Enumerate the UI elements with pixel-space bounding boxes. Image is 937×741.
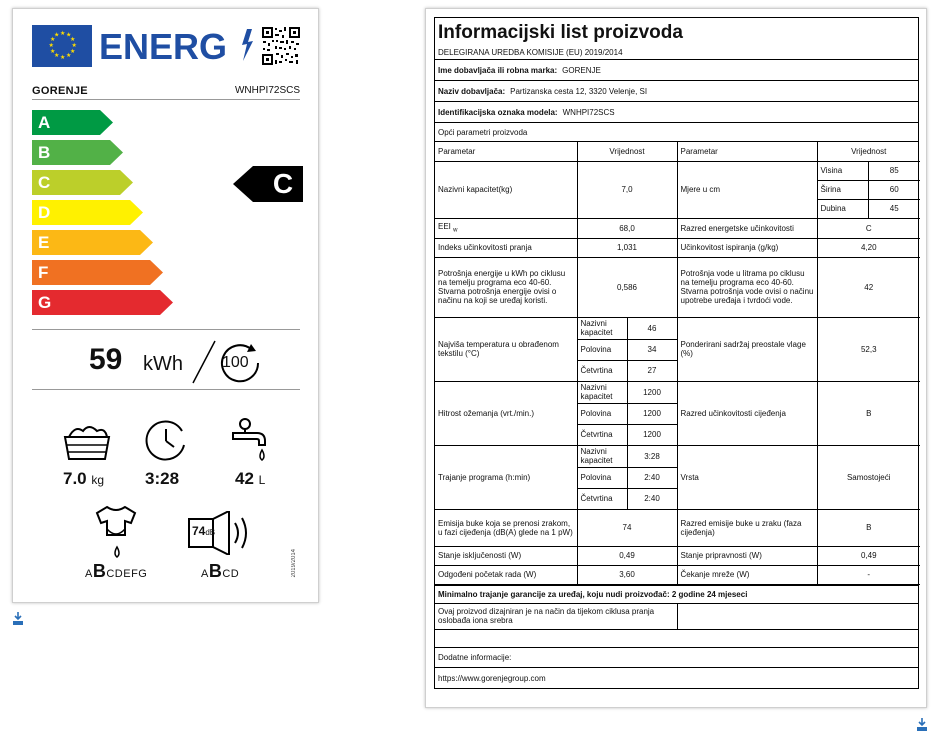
capacity-value: 7.0	[63, 469, 87, 488]
col-header-value-2: Vrijednost	[817, 142, 920, 161]
table-row	[435, 317, 920, 339]
noise-value: 74	[192, 524, 206, 538]
width-label: Širina	[817, 180, 868, 199]
temperature-half: 34	[627, 339, 677, 360]
type-value: Samostojeći	[817, 445, 920, 509]
height-label: Visina	[817, 161, 868, 180]
svg-text:★: ★	[60, 54, 66, 61]
product-information-sheet	[425, 8, 927, 708]
spin-class-value: B	[817, 381, 920, 445]
sheet-subtitle: DELEGIRANA UREDBA KOMISIJE (EU) 2019/2014	[435, 48, 918, 60]
divider	[32, 99, 300, 100]
separator-slash	[189, 339, 219, 385]
eu-flag-icon	[32, 25, 92, 67]
guarantee-row	[435, 585, 918, 604]
supplier-row	[435, 60, 918, 81]
duration-value: 3:28	[145, 469, 180, 488]
table-row	[435, 445, 920, 467]
noise-value: 74	[577, 509, 677, 546]
moisture-label: Ponderirani sadržaj preostale vlage (%)	[677, 317, 817, 381]
svg-text:★: ★	[50, 36, 56, 43]
energy-class-value: C	[817, 218, 920, 238]
spin-half: 1200	[627, 403, 677, 424]
sub-quarter: Četvrtina	[577, 360, 627, 381]
eei-subscript: w	[453, 227, 458, 234]
lightning-bolt-icon	[239, 29, 255, 61]
address-row	[435, 81, 918, 102]
sub-rated-capacity: Nazivni kapacitet	[577, 445, 627, 467]
energy-consumption-value: 59	[89, 343, 123, 376]
sub-rated-capacity: Nazivni kapacitet	[577, 317, 627, 339]
dimensions-label: Mjere u cm	[677, 161, 817, 218]
noise-class-scale-prefix: A	[201, 568, 209, 580]
rinse-label: Učinkovitost ispiranja (g/kg)	[677, 238, 817, 257]
divider	[32, 329, 300, 330]
energy-class-letter: A	[38, 113, 51, 132]
duration-half: 2:40	[627, 467, 677, 488]
capacity-label: Nazivni kapacitet(kg)	[435, 161, 577, 218]
noise-class-label: Razred emisije buke u zraku (faza cijeđenja)	[677, 509, 817, 546]
svg-text:★: ★	[70, 36, 76, 43]
energy-class-letter: B	[38, 143, 51, 162]
svg-text:★: ★	[54, 52, 60, 59]
energy-class-letter: C	[38, 173, 51, 192]
temperature-label: Najviša temperatura u obrađenom tekstilu (°C)	[435, 317, 577, 381]
network-standby-value: -	[817, 565, 920, 584]
spin-drying-shirt-icon	[93, 505, 139, 561]
svg-text:★: ★	[70, 48, 76, 55]
delay-start-value: 3,60	[577, 565, 677, 584]
address-value: Partizanska cesta 12, 3320 Velenje, SI	[510, 86, 648, 96]
svg-text:★: ★	[48, 42, 54, 49]
depth-label: Dubina	[817, 199, 868, 218]
blank-row	[435, 630, 918, 648]
table-row	[435, 218, 920, 238]
clock-icon	[144, 419, 190, 463]
guarantee-text: Minimalno trajanje garancije za uređaj, koju nudi proizvođač: 2 godine 24 mjeseci	[438, 589, 748, 599]
capacity-unit: kg	[91, 473, 105, 487]
col-header-value: Vrijednost	[577, 142, 677, 161]
energy-class-letter: G	[38, 293, 52, 312]
water-consumption-label: Potrošnja vode u litrama po ciklusu na temelju programa eco 40-60. Stvarna potrošnja vode ovisi o načinu upotrebe uređaja i tvrdoći vode.	[677, 257, 817, 317]
energy-consumption-value: 0,586	[577, 257, 677, 317]
standby-value: 0,49	[817, 546, 920, 565]
spin-quarter: 1200	[627, 424, 677, 445]
eei-value: 68,0	[577, 218, 677, 238]
table-row	[435, 546, 920, 565]
model-identifier: WNHPI72SCS	[234, 85, 300, 96]
address-label: Naziv dobavljača:	[438, 86, 506, 96]
sub-half: Polovina	[577, 339, 627, 360]
energy-wordmark: ENERG	[99, 26, 228, 67]
model-row	[435, 102, 918, 123]
notes-table	[435, 604, 918, 631]
table-row	[435, 257, 920, 317]
energy-class-bar-d	[32, 200, 144, 225]
delay-start-label: Odgođeni početak rada (W)	[435, 565, 577, 584]
spin-class-rated: B	[92, 561, 107, 581]
cycles-icon	[218, 343, 268, 383]
supplier-name: GORENJE	[32, 85, 88, 97]
temperature-rated: 46	[627, 317, 677, 339]
table-row	[435, 509, 920, 546]
energy-class-bar-c	[32, 170, 134, 195]
supplier-value: GORENJE	[562, 65, 601, 75]
svg-text:★: ★	[66, 31, 72, 39]
depth-value: 45	[868, 199, 920, 218]
additional-info-label: Dodatne informacije:	[438, 653, 512, 662]
energy-class-bar-a	[32, 110, 114, 135]
height-value: 85	[868, 161, 920, 180]
supplier-label: Ime dobavljača ili robna marka:	[438, 65, 558, 75]
type-label: Vrsta	[677, 445, 817, 509]
energy-class-bar-g	[32, 290, 174, 315]
water-unit: L	[258, 473, 266, 487]
water-tap-icon	[231, 417, 275, 465]
url-row	[435, 668, 918, 688]
parameters-table	[435, 142, 920, 585]
table-row	[435, 238, 920, 257]
silver-ion-value	[677, 604, 918, 630]
sub-quarter: Četvrtina	[577, 424, 627, 445]
energy-consumption-label: Potrošnja energije u kWh po ciklusu na temelju programa eco 40-60. Stvarna potrošnja energije ovisi o načinu na koji se uređaj koristi.	[435, 257, 577, 317]
energy-class-bar-b	[32, 140, 124, 165]
energy-class-bar-f	[32, 260, 164, 285]
noise-class-scale-suffix: CD	[222, 568, 240, 580]
additional-info-row	[435, 648, 918, 668]
general-params-row	[435, 123, 918, 142]
duration-quarter: 2:40	[627, 488, 677, 509]
wash-index-value: 1,031	[577, 238, 677, 257]
off-mode-value: 0,49	[577, 546, 677, 565]
water-value: 42	[235, 469, 254, 488]
wash-index-label: Indeks učinkovitosti pranja	[435, 238, 577, 257]
moisture-value: 52,3	[817, 317, 920, 381]
table-header-row	[435, 142, 920, 161]
svg-text:★: ★	[71, 42, 77, 49]
sub-half: Polovina	[577, 403, 627, 424]
cycles-count: 100	[222, 354, 249, 371]
energy-class-letter: E	[38, 233, 50, 252]
capacity-value: 7,0	[577, 161, 677, 218]
laundry-basket-icon	[61, 419, 113, 463]
svg-text:★: ★	[66, 52, 72, 59]
qr-code-icon	[261, 26, 301, 66]
sheet-title: Informacijski list proizvoda	[438, 22, 683, 43]
svg-text:★: ★	[60, 30, 66, 37]
energy-class-label: Razred energetske učinkovitosti	[677, 218, 817, 238]
duration-label: Trajanje programa (h:min)	[435, 445, 577, 509]
table-row	[435, 381, 920, 403]
general-params-heading: Opći parametri proizvoda	[438, 127, 528, 137]
table-row	[435, 161, 920, 180]
energy-class-letter: F	[38, 263, 49, 282]
col-header-param-2: Parametar	[677, 142, 817, 161]
rinse-value: 4,20	[817, 238, 920, 257]
noise-class-value: B	[817, 509, 920, 546]
noise-unit: dB	[205, 528, 216, 537]
website-link[interactable]: https://www.gorenjegroup.com	[438, 673, 546, 683]
spin-rated: 1200	[627, 381, 677, 403]
sub-half: Polovina	[577, 467, 627, 488]
model-label: Identifikacijska oznaka modela:	[438, 107, 558, 117]
silver-ion-note: Ovaj proizvod dizajniran je na način da tijekom ciklusa pranja oslobađa iona srebra	[435, 604, 677, 630]
temperature-quarter: 27	[627, 360, 677, 381]
svg-text:★: ★	[50, 48, 56, 55]
energy-class-letter: D	[38, 203, 51, 222]
sub-quarter: Četvrtina	[577, 488, 627, 509]
standby-label: Stanje pripravnosti (W)	[677, 546, 817, 565]
eei-label: EEI $_w$	[435, 218, 577, 238]
model-value: WNHPI72SCS	[562, 107, 615, 117]
svg-text:★: ★	[54, 31, 60, 39]
col-header-param: Parametar	[435, 142, 577, 161]
divider	[32, 389, 300, 390]
spin-class-label: Razred učinkovitosti cijeđenja	[677, 381, 817, 445]
rated-class-letter: C	[272, 168, 294, 199]
duration-rated: 3:28	[627, 445, 677, 467]
energy-consumption-unit: kWh	[143, 353, 183, 375]
water-consumption-value: 42	[817, 257, 920, 317]
sub-rated-capacity: Nazivni kapacitet	[577, 381, 627, 403]
network-standby-label: Čekanje mreže (W)	[677, 565, 817, 584]
width-value: 60	[868, 180, 920, 199]
energy-label	[12, 8, 319, 603]
noise-speaker-icon	[187, 511, 257, 555]
table-row	[435, 565, 920, 584]
table-row	[435, 604, 918, 630]
off-mode-label: Stanje isključenosti (W)	[435, 546, 577, 565]
pdf-download-icon[interactable]	[916, 718, 928, 732]
noise-class-rated: B	[208, 561, 223, 581]
regulation-number: 2019/2014	[291, 549, 297, 578]
pdf-download-icon[interactable]	[12, 612, 24, 626]
spin-class-scale-prefix: A	[85, 568, 93, 580]
noise-label: Emisija buke koja se prenosi zrakom, u fazi cijeđenja (dB(A) glede na 1 pW)	[435, 509, 577, 546]
spin-speed-label: Hitrost ožemanja (vrt./min.)	[435, 381, 577, 445]
spin-class-scale-suffix: CDEFG	[106, 568, 148, 580]
energy-class-bar-e	[32, 230, 154, 255]
